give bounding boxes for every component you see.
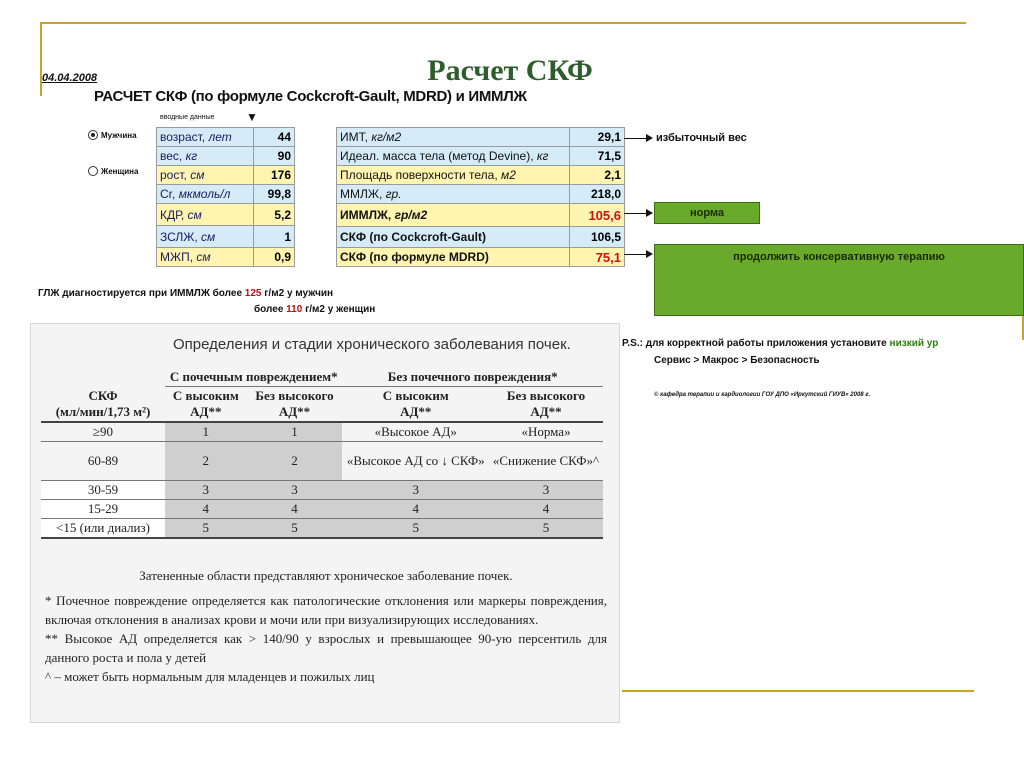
table-cell: 4 [291, 501, 298, 516]
radio-male[interactable] [88, 130, 137, 140]
table-cell: 3 [202, 482, 210, 497]
table-cell: 2 [165, 442, 247, 481]
lvmi-status-box: норма [654, 202, 760, 224]
credit-text: © кафедра терапии и кардиологии ГОУ ДПО «Иркутский ГИУВ» 2008 г. [654, 392, 871, 398]
table-cell: 4 [202, 501, 210, 516]
bmi-note: избыточный вес [656, 132, 747, 144]
result-value: 29,1 [570, 128, 625, 147]
arrow-right-icon [646, 250, 653, 258]
input-value[interactable]: 176 [254, 166, 295, 185]
table-row [41, 500, 603, 519]
result-value: 75,1 [570, 248, 625, 267]
slide-title: Расчет СКФ [427, 54, 593, 87]
input-label: МЖП, см [157, 248, 254, 267]
col-high-bp: С высоким АД** [165, 387, 247, 423]
table-cell: «Высокое АД со ↓ СКФ» [346, 453, 485, 468]
table-cell: «Снижение СКФ»^ [492, 453, 600, 468]
col-gfr: СКФ (мл/мин/1,73 м²) [41, 387, 165, 423]
arrow-line [624, 254, 648, 255]
input-label: рост, см [157, 166, 254, 185]
input-value[interactable]: 0,9 [254, 248, 295, 267]
result-label: ММЛЖ, гр. [337, 185, 570, 204]
ckd-table-title: Определения и стадии хронического заболевания почек. [173, 336, 571, 353]
col-no-high-bp: Без высокого АД** [489, 387, 603, 423]
table-cell: 5 [542, 520, 550, 535]
note-shaded: Затененные области представляют хроническое заболевание почек. [139, 568, 513, 583]
input-header: вводные данные [160, 114, 215, 121]
result-label: СКФ (по формуле MDRD) [337, 248, 570, 267]
input-row [157, 226, 295, 248]
col-high-bp: С высоким АД** [342, 387, 489, 423]
table-row [41, 422, 603, 442]
table-cell: 4 [542, 501, 550, 516]
input-label: Cr, мкмоль/л [157, 185, 254, 204]
input-row [157, 248, 295, 267]
table-cell: 5 [412, 520, 419, 535]
table-cell: 1 [247, 422, 343, 442]
result-row [337, 128, 625, 147]
ckd-group-header-row [41, 368, 603, 387]
table-cell: 3 [291, 482, 298, 497]
result-value: 105,6 [570, 204, 625, 227]
result-value: 71,5 [570, 147, 625, 166]
arrow-right-icon [646, 209, 653, 217]
frame-top-line [40, 22, 966, 24]
arrow-line [624, 213, 648, 214]
table-cell: 1 [165, 422, 247, 442]
result-label: Площадь поверхности тела, м2 [337, 166, 570, 185]
input-value[interactable]: 44 [254, 128, 295, 147]
group-without-damage: Без почечного повреждения* [342, 368, 603, 387]
arrow-line [624, 138, 648, 139]
calculator-title: РАСЧЕТ СКФ (по формуле Cockcroft-Gault, MDRD) и ИММЛЖ [94, 88, 527, 105]
frame-left-line [40, 22, 42, 96]
note-high-bp: ** Высокое АД определяется как > 140/90 у взрослых и превышающее 90-ую персентиль для данного роста и пола у детей [45, 631, 607, 665]
input-value[interactable]: 1 [254, 226, 295, 248]
input-label: ЗСЛЖ, см [157, 226, 254, 248]
radio-female[interactable] [88, 166, 138, 176]
lvh-criteria-women: более 110 г/м2 у женщин [254, 304, 376, 315]
arrow-right-icon [646, 134, 653, 142]
input-table [156, 127, 295, 267]
frame-bottom-line [622, 690, 974, 692]
input-row [157, 204, 295, 226]
result-row [337, 248, 625, 267]
ckd-definitions-image [30, 323, 620, 723]
note-damage: * Почечное повреждение определяется как патологические отклонения или маркеры повреждения, включая отклонения в анализах крови и мочи или при визуализирующих исследованиях. [45, 593, 607, 627]
date-label: 04.04.2008 [42, 72, 98, 84]
table-cell: 4 [412, 501, 419, 516]
note-caret: ^ – может быть нормальным для младенцев и пожилых лиц [45, 669, 375, 684]
input-label: КДР, см [157, 204, 254, 226]
table-cell: 60-89 [87, 453, 119, 468]
input-value[interactable]: 99,8 [254, 185, 295, 204]
input-row [157, 185, 295, 204]
table-cell: 3 [542, 482, 550, 497]
input-row [157, 128, 295, 147]
table-cell: «Высокое АД» [374, 424, 457, 439]
result-label: ИММЛЖ, гр/м2 [337, 204, 570, 227]
radio-unselected-icon [88, 166, 98, 176]
result-value: 218,0 [570, 185, 625, 204]
table-cell: 5 [202, 520, 210, 535]
table-cell: 3 [412, 482, 419, 497]
radio-female-label: Женщина [101, 166, 139, 176]
result-value: 2,1 [570, 166, 625, 185]
ckd-notes [45, 566, 607, 686]
result-label: Идеал. масса тела (метод Devine), кг [337, 147, 570, 166]
result-row [337, 166, 625, 185]
input-value[interactable]: 5,2 [254, 204, 295, 226]
table-cell: ≥90 [92, 424, 114, 439]
results-table [336, 127, 625, 267]
table-row [41, 442, 603, 481]
input-row [157, 166, 295, 185]
table-cell: <15 (или диализ) [41, 519, 165, 539]
result-value: 106,5 [570, 227, 625, 248]
input-value[interactable]: 90 [254, 147, 295, 166]
lvh-criteria-men: ГЛЖ диагностируется при ИММЛЖ более 125 г/м2 у мужчин [38, 288, 334, 299]
ps-note: P.S.: для корректной работы приложения установите низкий ур [622, 338, 939, 349]
ps-menu-path: Сервис > Макрос > Безопасность [654, 355, 820, 366]
radio-male-label: Мужчина [101, 130, 137, 140]
result-row [337, 227, 625, 248]
input-label: вес, кг [157, 147, 254, 166]
result-row [337, 147, 625, 166]
group-with-damage: С почечным повреждением* [165, 368, 342, 387]
table-cell: 30-59 [41, 481, 165, 500]
ckd-column-header-row [41, 387, 603, 423]
ckd-table [41, 368, 603, 539]
table-row [41, 481, 603, 500]
gfr-recommendation-box: продолжить консервативную терапию [654, 244, 1024, 316]
down-arrow-icon: ▼ [246, 110, 258, 124]
table-row [41, 519, 603, 539]
table-cell: 5 [291, 520, 298, 535]
result-row [337, 204, 625, 227]
radio-selected-icon [88, 130, 98, 140]
result-label: ИМТ, кг/м2 [337, 128, 570, 147]
table-cell: «Норма» [521, 424, 571, 439]
input-row [157, 147, 295, 166]
table-cell: 15-29 [41, 500, 165, 519]
result-row [337, 185, 625, 204]
col-no-high-bp: Без высокого АД** [247, 387, 343, 423]
result-label: СКФ (по Cockcroft-Gault) [337, 227, 570, 248]
table-cell: 2 [247, 442, 343, 481]
input-label: возраст, лет [157, 128, 254, 147]
